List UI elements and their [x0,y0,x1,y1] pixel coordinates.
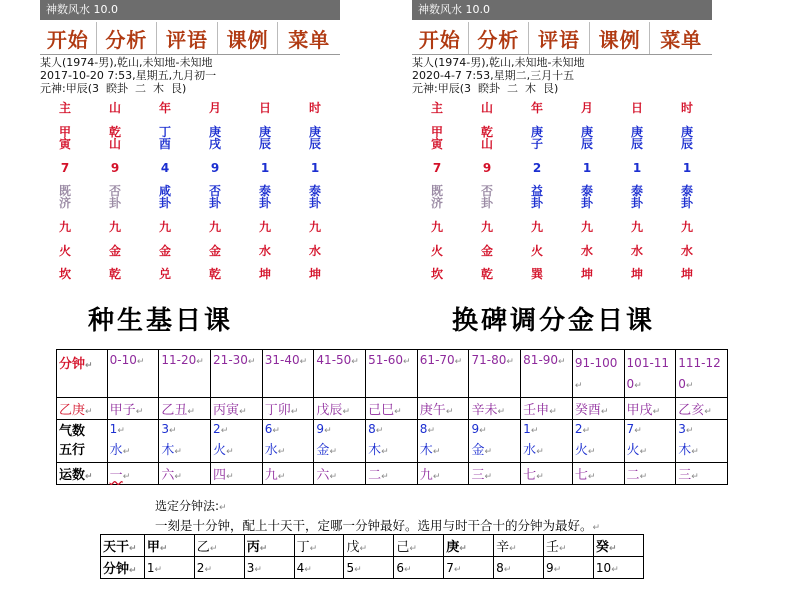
minute-range-cell: 101-110↵ [624,350,676,398]
window-title: 神数风水 10.0 [412,0,712,20]
trigram-cell: 坤 [680,267,693,281]
stem-row [101,535,644,557]
trigram-cell: 兑 [158,267,171,281]
chart-header-cell: 年 [530,101,543,115]
gua-cell-top: 泰 [630,184,643,198]
gua-cell-bottom: 卦 [208,196,221,210]
ganzhi-cell: 壬申↵ [521,398,573,420]
gua-cell-top: 泰 [580,184,593,198]
stem-cell: 辛↵ [494,535,544,557]
stem-cell: 戊↵ [344,535,394,557]
stem-minute-cell: 9↵ [544,557,594,579]
stem-minute-cell: 5↵ [344,557,394,579]
minute-range-cell: 81-90↵ [521,350,573,398]
ganzhi-cell: 甲子↵ [107,398,159,420]
gua-cell-top: 否 [480,184,493,198]
gua-cell [40,185,90,209]
period-cell: 九 [430,220,443,234]
minute-range-cell: 11-20↵ [159,350,211,398]
minute-range-cell: 61-70↵ [417,350,469,398]
gua-cell-top: 泰 [308,184,321,198]
stem-minute-cell: 6↵ [394,557,444,579]
ganzhi-cell-top: 庚 [208,125,221,139]
element-cell: 金 [480,244,493,258]
stem-cell: 丁↵ [294,535,344,557]
ganzhi-cell-bottom: 山 [480,137,493,151]
number-cell: 7 [60,161,70,175]
qishu-cell: 8↵ 木↵ [417,420,469,463]
ganzhi-cell-top: 乾 [108,125,121,139]
minute-table [56,349,728,485]
gua-cell [612,185,662,209]
gua-cell-bottom: 卦 [630,196,643,210]
yunshu-cell: 七↵ [521,463,573,485]
caption-right: 换碑调分金日课 [452,306,656,336]
yuanshen-info: 元神:甲辰(3 睽卦 二 木 艮) [40,82,187,95]
menu-comment-button[interactable]: 评语 [157,22,218,54]
app-panel-right [412,0,712,285]
number-cell: 7 [432,161,442,175]
yunshu-cell: 六↵ [314,463,366,485]
yunshu-row [57,463,728,485]
gua-cell-top: 否 [108,184,121,198]
number-cell: 2 [532,161,542,175]
qishu-wuxing-row [57,420,728,463]
stem-minute-cell: 1↵ [144,557,194,579]
ganzhi-cell [190,126,240,150]
row-label-tiangan: 天干↵ [101,535,145,557]
minute-range-cell: 111-120↵ [676,350,728,398]
menu-start-button[interactable]: 开始 [412,22,469,54]
stem-minute-row [101,557,644,579]
ganzhi-cell: 丁卯↵ [262,398,314,420]
element-cell: 水 [580,244,593,258]
period-cell: 九 [258,220,271,234]
ganzhi-cell-bottom: 辰 [258,137,271,151]
number-cell: 1 [632,161,642,175]
chart-header-cell: 月 [580,101,593,115]
ganzhi-cell [562,126,612,150]
ganzhi-cell-top: 庚 [680,125,693,139]
chart-header-cell: 主 [58,101,71,115]
ganzhi-cell [412,126,462,150]
yunshu-cell: 一↵ [107,463,159,485]
gua-cell-bottom: 济 [58,196,71,210]
yunshu-cell: 二↵ [366,463,418,485]
period-cell: 九 [480,220,493,234]
datetime-info: 2017-10-20 7:53,星期五,九月初一 [40,69,217,82]
minute-range-cell: 21-30↵ [211,350,263,398]
ganzhi-cell: 戊辰↵ [314,398,366,420]
person-info: 某人(1974-男),乾山,未知地-未知地 [40,56,213,69]
qishu-cell: 8↵ 木↵ [366,420,418,463]
gua-cell-bottom: 卦 [530,196,543,210]
element-cell: 火 [430,244,443,258]
gua-cell [512,185,562,209]
menu-start-button[interactable]: 开始 [40,22,97,54]
minute-range-cell: 41-50↵ [314,350,366,398]
gua-cell [562,185,612,209]
gua-cell [412,185,462,209]
trigram-cell: 坤 [580,267,593,281]
qishu-cell: 6↵ 水↵ [262,420,314,463]
row-label-minutes: 分钟↵ [57,350,108,398]
number-cell: 1 [310,161,320,175]
gua-cell-bottom: 卦 [108,196,121,210]
datetime-info: 2020-4-7 7:53,星期二,三月十五 [412,69,575,82]
gua-cell-bottom: 卦 [258,196,271,210]
ganzhi-cell [290,126,340,150]
ganzhi-cell: 癸酉↵ [572,398,624,420]
gua-cell [190,185,240,209]
ganzhi-cell-top: 庚 [630,125,643,139]
ganzhi-cell-bottom: 戌 [208,137,221,151]
minute-range-cell: 91-100↵ [572,350,624,398]
ganzhi-cell [40,126,90,150]
gua-cell-top: 益 [530,184,543,198]
number-cell: 9 [482,161,492,175]
stem-minute-cell: 10↵ [593,557,643,579]
trigram-cell: 坤 [630,267,643,281]
gua-cell-top: 泰 [258,184,271,198]
period-cell: 九 [308,220,321,234]
row-label-qishu: 气数 五行 [57,420,108,463]
ganzhi-cell: 己巳↵ [366,398,418,420]
qishu-cell: 9↵ 金↵ [469,420,521,463]
gua-cell-bottom: 卦 [580,196,593,210]
stem-minute-cell: 8↵ [494,557,544,579]
menu-main-button[interactable]: 菜单 [288,27,331,52]
qishu-cell: 1↵ 水↵ [107,420,159,463]
trigram-cell: 坎 [430,267,443,281]
menu-bar [40,22,340,55]
gua-cell-top: 咸 [158,184,171,198]
ganzhi-cell-top: 丁 [158,125,171,139]
ganzhi-cell: 乙亥↵ [676,398,728,420]
ganzhi-cell-bottom: 辰 [680,137,693,151]
ganzhi-cell [240,126,290,150]
element-cell: 水 [680,244,693,258]
qishu-cell: 7↵ 火↵ [624,420,676,463]
ganzhi-cell [90,126,140,150]
window-title: 神数风水 10.0 [40,0,340,20]
menu-comment-button[interactable]: 评语 [529,22,590,54]
minutes-row [57,350,728,398]
gua-cell-top: 既 [430,184,443,198]
minute-range-cell: 51-60↵ [366,350,418,398]
row-label-fenzhong: 分钟↵ [101,557,145,579]
number-cell: 1 [682,161,692,175]
menu-examples-button[interactable]: 课例 [218,22,279,54]
stem-cell: 癸↵ [593,535,643,557]
yunshu-cell: 六↵ [159,463,211,485]
period-cell: 九 [530,220,543,234]
ganzhi-cell [462,126,512,150]
element-cell: 金 [108,244,121,258]
stem-cell: 乙↵ [194,535,244,557]
qishu-cell: 3↵ 木↵ [676,420,728,463]
ganzhi-cell-bottom: 辰 [580,137,593,151]
yunshu-cell: 二↵ [624,463,676,485]
yunshu-cell: 四↵ [211,463,263,485]
stem-minute-cell: 2↵ [194,557,244,579]
stem-cell: 丙↵ [244,535,294,557]
qishu-cell: 2↵ 火↵ [211,420,263,463]
method-heading: 选定分钟法:↵ [155,499,227,513]
qishu-cell: 3↵ 木↵ [159,420,211,463]
ganzhi-cell [662,126,712,150]
ganzhi-cell: 甲戌↵ [624,398,676,420]
ganzhi-cell [140,126,190,150]
stem-cell: 壬↵ [544,535,594,557]
ganzhi-cell: 辛未↵ [469,398,521,420]
qishu-cell: 9↵ 金↵ [314,420,366,463]
number-cell: 1 [260,161,270,175]
trigram-cell: 坤 [258,267,271,281]
ganzhi-cell [612,126,662,150]
menu-main-button[interactable]: 菜单 [660,27,703,52]
person-info: 某人(1974-男),乾山,未知地-未知地 [412,56,585,69]
period-cell: 九 [158,220,171,234]
ganzhi-cell-top: 甲 [58,125,71,139]
chart-header-cell: 时 [680,101,693,115]
method-description: 一刻是十分钟，配上十天干，定哪一分钟最好。选用与时干合十的分钟为最好。↵ [155,518,601,533]
chart-header-cell: 山 [108,101,121,115]
chart-header-cell: 山 [480,101,493,115]
stem-cell: 庚↵ [444,535,494,557]
ganzhi-cell-top: 甲 [430,125,443,139]
stem-cell: 己↵ [394,535,444,557]
ganzhi-cell-top: 庚 [308,125,321,139]
menu-examples-button[interactable]: 课例 [590,22,651,54]
stem-minute-table [100,534,644,579]
trigram-cell: 乾 [108,267,121,281]
chart-header-cell: 时 [308,101,321,115]
menu-analyze-button[interactable]: 分析 [97,22,158,54]
ganzhi-cell-bottom: 子 [530,137,543,151]
qishu-cell: 1↵ 水↵ [521,420,573,463]
ganzhi-cell: 丙寅↵ [211,398,263,420]
number-cell: 9 [210,161,220,175]
menu-analyze-button[interactable]: 分析 [469,22,530,54]
period-cell: 九 [580,220,593,234]
ganzhi-cell-bottom: 山 [108,137,121,151]
ganzhi-cell-bottom: 酉 [158,137,171,151]
yunshu-cell: 三↵ [676,463,728,485]
chart-header-cell: 日 [258,101,271,115]
ganzhi-row [57,398,728,420]
gua-cell-top: 既 [58,184,71,198]
ganzhi-cell-bottom: 寅 [430,137,443,151]
element-cell: 金 [208,244,221,258]
stem-minute-cell: 4↵ [294,557,344,579]
gua-cell [290,185,340,209]
number-cell: 4 [160,161,170,175]
gua-cell-top: 泰 [680,184,693,198]
period-cell: 九 [58,220,71,234]
row-label-yunshu: 运数↵ [57,463,108,485]
element-cell: 金 [158,244,171,258]
yunshu-cell: 七↵ [572,463,624,485]
element-cell: 水 [630,244,643,258]
ganzhi-cell: 庚午↵ [417,398,469,420]
qishu-cell: 2↵ 火↵ [572,420,624,463]
gua-cell [90,185,140,209]
gua-cell-top: 否 [208,184,221,198]
trigram-cell: 乾 [480,267,493,281]
minute-range-cell: 0-10↵ [107,350,159,398]
ganzhi-cell-top: 庚 [258,125,271,139]
yunshu-cell: 九↵ [262,463,314,485]
number-cell: 1 [582,161,592,175]
chart-header-cell: 主 [430,101,443,115]
chart-header-cell: 日 [630,101,643,115]
minute-range-cell: 31-40↵ [262,350,314,398]
element-cell: 火 [58,244,71,258]
period-cell: 九 [208,220,221,234]
menu-bar [412,22,712,55]
ganzhi-cell-bottom: 辰 [308,137,321,151]
stem-minute-cell: 3↵ [244,557,294,579]
gua-cell [662,185,712,209]
minute-range-cell: 71-80↵ [469,350,521,398]
ganzhi-cell-top: 庚 [530,125,543,139]
yunshu-cell: 九↵ [417,463,469,485]
period-cell: 九 [108,220,121,234]
number-cell: 9 [110,161,120,175]
chart-header-cell: 年 [158,101,171,115]
element-cell: 水 [258,244,271,258]
ganzhi-cell: 乙丑↵ [159,398,211,420]
element-cell: 火 [530,244,543,258]
ganzhi-cell-bottom: 寅 [58,137,71,151]
stem-cell: 甲↵ [144,535,194,557]
gua-cell [140,185,190,209]
period-cell: 九 [630,220,643,234]
gua-cell-bottom: 卦 [680,196,693,210]
ganzhi-cell-bottom: 辰 [630,137,643,151]
gua-cell [240,185,290,209]
yunshu-cell: 三↵ [469,463,521,485]
row-label-yigeng: 乙庚↵ [57,398,108,420]
trigram-cell: 坤 [308,267,321,281]
period-cell: 九 [680,220,693,234]
stem-minute-cell: 7↵ [444,557,494,579]
element-cell: 水 [308,244,321,258]
gua-cell [462,185,512,209]
ganzhi-cell-top: 乾 [480,125,493,139]
ganzhi-cell-top: 庚 [580,125,593,139]
caption-left: 种生基日课 [88,306,234,336]
app-panel-left [40,0,340,285]
chart-header-cell: 月 [208,101,221,115]
yuanshen-info: 元神:甲辰(3 睽卦 二 木 艮) [412,82,559,95]
trigram-cell: 坎 [58,267,71,281]
gua-cell-bottom: 卦 [158,196,171,210]
gua-cell-bottom: 卦 [480,196,493,210]
gua-cell-bottom: 济 [430,196,443,210]
trigram-cell: 巽 [530,267,543,281]
gua-cell-bottom: 卦 [308,196,321,210]
trigram-cell: 乾 [208,267,221,281]
ganzhi-cell [512,126,562,150]
